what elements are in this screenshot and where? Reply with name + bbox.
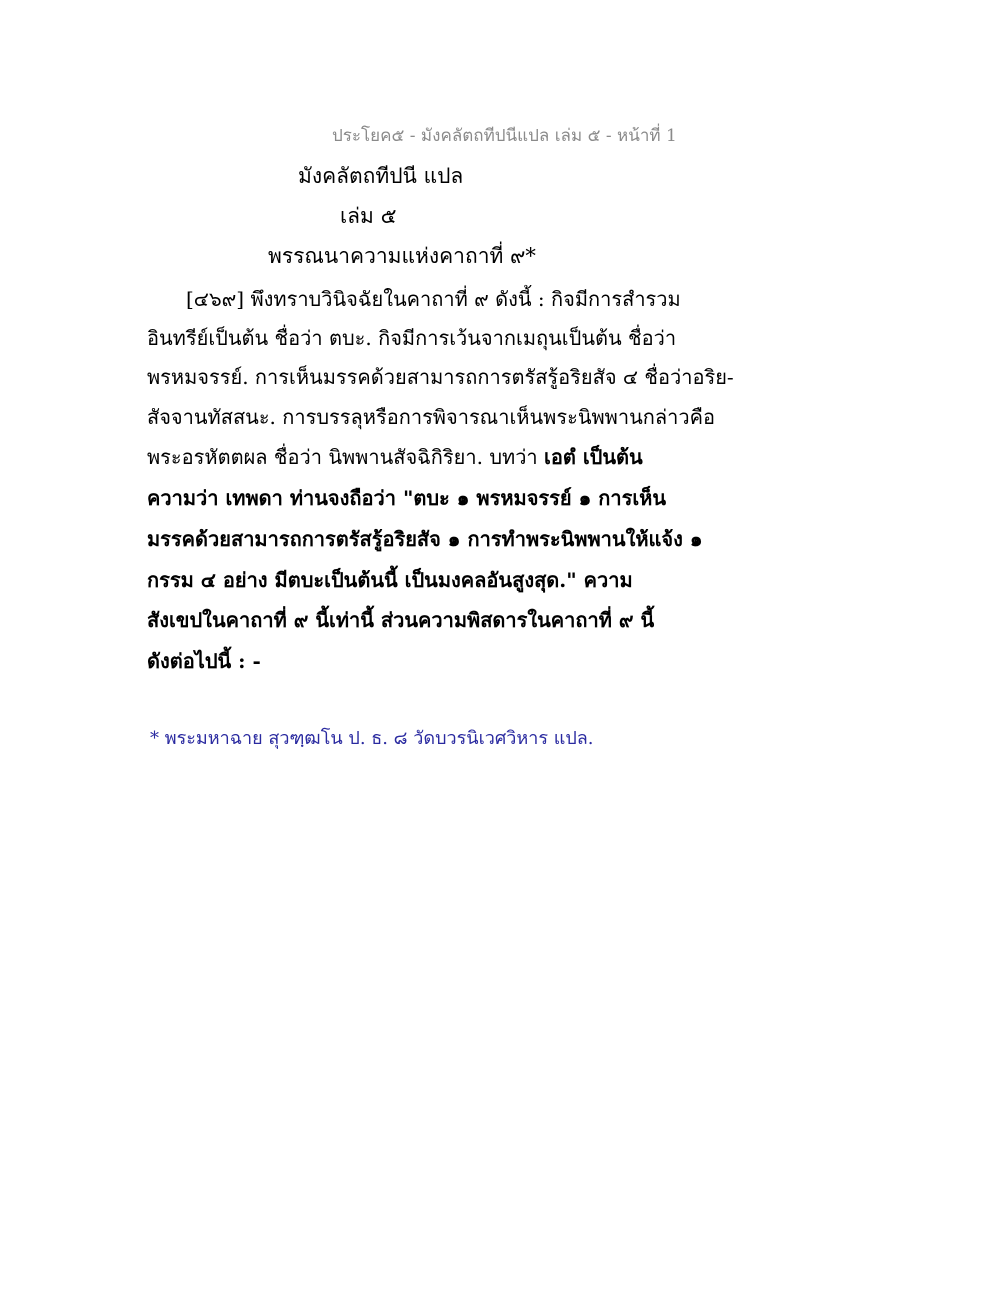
body-line-bold: ดังต่อไปนี้ : - [147,649,261,673]
body-line: พรหมจรรย์. การเห็นมรรคด้วยสามารถการตรัสรู้อริยสัจ ๔ ชื่อว่าอริย- [147,365,734,389]
section-heading: พรรณนาความแห่งคาถาที่ ๙* [268,244,536,268]
body-line-bold: สังเขปในคาถาที่ ๙ นี้เท่านี้ ส่วนความพิสดารในคาถาที่ ๙ นี้ [147,608,655,632]
body-line: สัจจานทัสสนะ. การบรรลุหรือการพิจารณาเห็นพระนิพพานกล่าวคือ [147,405,715,429]
body-line-bold: เอตํ เป็นต้น [544,445,643,469]
body-line: [๔๖๙] พึงทราบวินิจฉัยในคาถาที่ ๙ ดังนี้ : กิจมีการสำรวม [186,287,681,311]
document-title: มังคลัตถทีปนี แปล [298,164,464,188]
body-line-normal: พระอรหัตตผล ชื่อว่า นิพพานสัจฉิกิริยา. บทว่า [147,445,545,469]
running-header: ประโยค๕ - มังคลัตถทีปนีแปล เล่ม ๕ - หน้าที่ 1 [332,126,677,146]
body-line-bold: กรรม ๔ อย่าง มีตบะเป็นต้นนี้ เป็นมงคลอันสูงสุด." ความ [147,568,633,592]
footnote: * พระมหาฉาย สุวฑฺฒโน ป. ธ. ๘ วัดบวรนิเวศวิหาร แปล. [150,728,594,749]
body-line: อินทรีย์เป็นต้น ชื่อว่า ตบะ. กิจมีการเว้นจากเมถุนเป็นต้น ชื่อว่า [147,326,677,350]
body-line-bold: ความว่า เทพดา ท่านจงถือว่า "ตบะ ๑ พรหมจรรย์ ๑ การเห็น [147,486,667,510]
body-line-bold: มรรคด้วยสามารถการตรัสรู้อริยสัจ ๑ การทำพระนิพพานให้แจ้ง ๑ [147,527,703,551]
volume-label: เล่ม ๕ [340,204,397,228]
body-line [147,441,643,473]
